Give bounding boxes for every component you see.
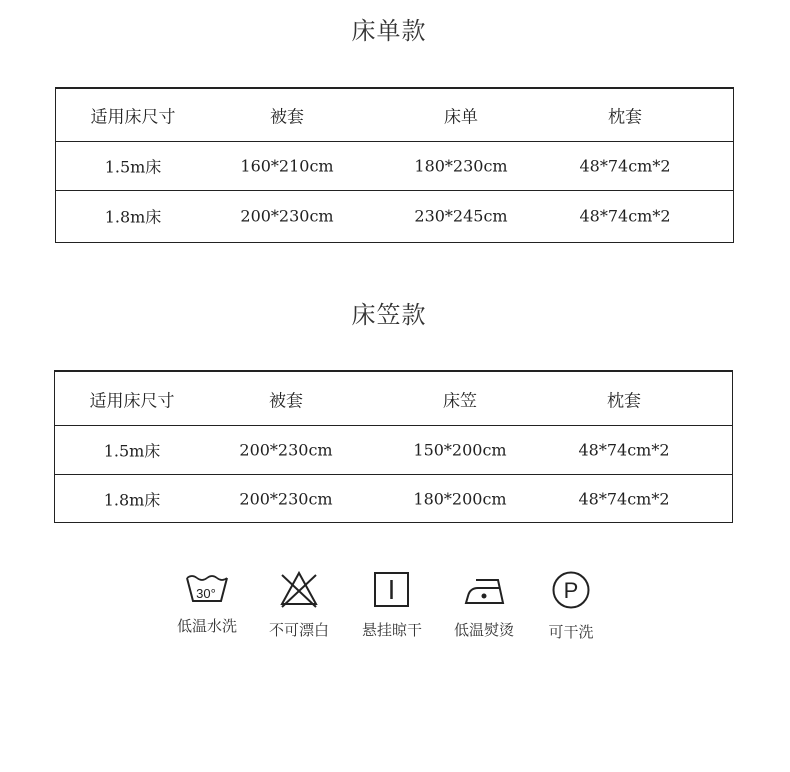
table-row	[56, 191, 733, 241]
care-label: 可干洗	[548, 623, 594, 641]
table-row	[55, 475, 732, 522]
header-pillowcase: 枕套	[607, 391, 641, 411]
size-table-sheet	[55, 87, 734, 243]
duvet-cover-cell: 200*230cm	[239, 440, 333, 460]
header-duvet-cover: 被套	[269, 391, 303, 411]
table-row	[56, 142, 733, 191]
header-duvet-cover: 被套	[270, 107, 304, 128]
care-label: 低温水洗	[176, 617, 237, 635]
bed-size-cell: 1.8m床	[103, 490, 161, 509]
bed-size-cell: 1.5m床	[103, 441, 161, 461]
low-iron-icon	[462, 570, 506, 608]
wash-temp-badge: 30°	[196, 586, 216, 601]
fitted-sheet-cell: 150*200cm	[413, 440, 507, 460]
bed-size-cell: 1.5m床	[104, 157, 162, 177]
duvet-cover-cell: 200*230cm	[239, 489, 333, 508]
care-item-hang	[352, 570, 432, 640]
header-bed-size: 适用床尺寸	[89, 391, 175, 411]
header-fitted-sheet: 床笠	[443, 391, 477, 411]
care-instructions	[0, 570, 790, 650]
size-table-fitted	[54, 370, 733, 523]
care-label: 不可漂白	[268, 621, 329, 639]
care-item-bleach	[259, 570, 339, 640]
table-header-row	[55, 372, 732, 426]
sheet-cell: 180*230cm	[414, 156, 508, 176]
section-title-sheet: 床单款	[351, 17, 427, 45]
care-label: 低温熨烫	[453, 621, 514, 639]
header-sheet: 床单	[444, 107, 478, 128]
bed-size-cell: 1.8m床	[104, 207, 162, 227]
pillowcase-cell: 48*74cm*2	[579, 156, 671, 176]
dry-clean-badge: P	[563, 578, 579, 603]
section-title-fitted: 床笠款	[351, 301, 427, 329]
dry-clean-p-icon	[551, 570, 591, 610]
pillowcase-cell: 48*74cm*2	[579, 206, 671, 226]
header-pillowcase: 枕套	[608, 107, 642, 128]
table-header-row	[56, 89, 733, 142]
pillowcase-cell: 48*74cm*2	[578, 489, 670, 508]
pillowcase-cell: 48*74cm*2	[578, 440, 670, 460]
sheet-cell: 230*245cm	[414, 206, 508, 226]
wash-30-icon	[184, 570, 230, 604]
header-bed-size: 适用床尺寸	[90, 107, 176, 128]
no-bleach-icon	[279, 570, 319, 608]
care-label: 悬挂晾干	[361, 621, 422, 639]
care-item-wash	[167, 570, 247, 636]
duvet-cover-cell: 160*210cm	[240, 156, 334, 176]
table-row	[55, 426, 732, 475]
care-item-iron	[444, 570, 524, 640]
hang-dry-icon	[373, 570, 411, 608]
care-item-dry-clean	[531, 570, 611, 642]
duvet-cover-cell: 200*230cm	[240, 206, 334, 226]
fitted-sheet-cell: 180*200cm	[413, 489, 507, 508]
